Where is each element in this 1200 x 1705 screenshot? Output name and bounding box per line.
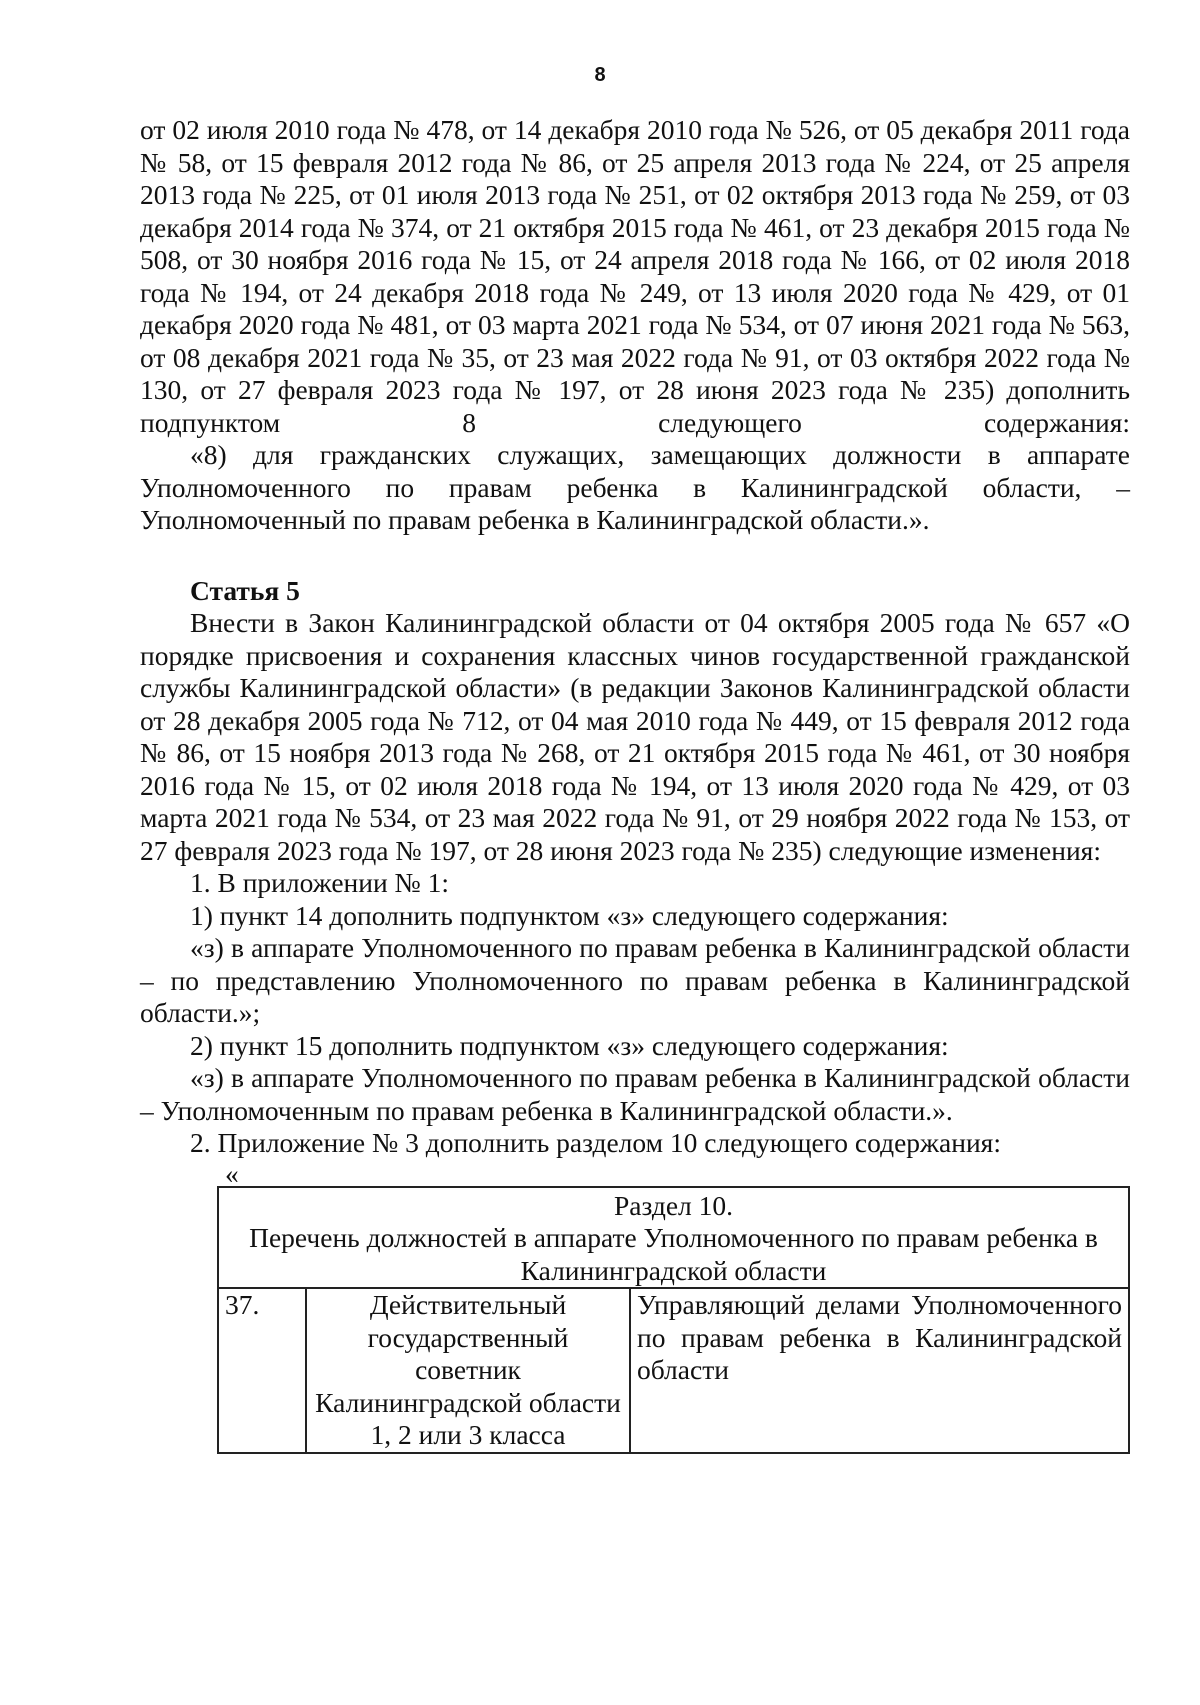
row-position: Управляющий делами Уполномоченного по правам ребенка в Калининградской области (630, 1288, 1129, 1453)
paragraph-item-2: 2. Приложение № 3 дополнить разделом 10 следующего содержания: (190, 1127, 1001, 1158)
paragraph-subitem-1-text: «з) в аппарате Уполномоченного по правам ребенка в Калининградской области – по представлению Уполномоченного по правам ребенка в Калининградской области.»; (140, 932, 1130, 1028)
table-header-row (218, 1187, 1129, 1289)
paragraph-subpoint-8: «8) для гражданских служащих, замещающих должности в аппарате Уполномоченного по правам ребенка в Калининградской области, – Уполномоченный по правам ребенка в Калининградской области.». (140, 439, 1130, 535)
section-subtitle: Перечень должностей в аппарате Уполномоченного по правам ребенка в Калининградской области (249, 1222, 1098, 1286)
paragraph-article-5-intro: Внести в Закон Калининградской области от 04 октября 2005 года № 657 «О порядке присвоения и сохранения классных чинов государственной гражданской службы Калининградской области» (в редакции Законов Калининградской области от 28 декабря 2005 года № 712, от 04 мая 2010 года № 449, от 15 февраля 2012 года № 86, от 15 ноября 2013 года № 268, от 21 октября 2015 года № 461, от 30 ноября 2016 года № 15, от 02 июля 2018 года № 194, от 13 июля 2020 года № 429, от 03 марта 2021 года № 534, от 23 мая 2022 года № 91, от 29 ноября 2022 года № 153, от 27 февраля 2023 года № 197, от 28 июня 2023 года № 235) следующие изменения: (140, 607, 1130, 866)
positions-table (217, 1186, 1130, 1454)
document-body (140, 114, 1130, 1454)
row-number: 37. (218, 1288, 306, 1453)
table-row (218, 1288, 1129, 1453)
row-class-rank: Действительный государственный советник Калининградской области 1, 2 или 3 класса (306, 1288, 630, 1453)
paragraph-amendments-list: от 02 июля 2010 года № 478, от 14 декабря 2010 года № 526, от 05 декабря 2011 года № 58, от 15 февраля 2012 года № 86, от 25 апреля 2013 года № 224, от 25 апреля 2013 года № 225, от 01 июля 2013 года № 251, от 02 октября 2013 года № 259, от 03 декабря 2014 года № 374, от 21 октября 2015 года № 461, от 23 декабря 2015 года № 508, от 30 ноября 2016 года № 15, от 24 апреля 2018 года № 166, от 02 июля 2018 года № 194, от 24 декабря 2018 года № 249, от 13 июля 2020 года № 429, от 01 декабря 2020 года № 481, от 03 марта 2021 года № 534, от 07 июня 2021 года № 563, от 08 декабря 2021 года № 35, от 23 мая 2022 года № 91, от 03 октября 2022 года № 130, от 27 февраля 2023 года № 197, от 28 июня 2023 года № 235) дополнить подпунктом 8 следующего содержания: (140, 114, 1130, 438)
section-title: Раздел 10. (613, 1189, 734, 1221)
table-header-cell (218, 1187, 1129, 1289)
quote-open-mark: « (225, 1157, 239, 1189)
paragraph-subitem-2: 2) пункт 15 дополнить подпунктом «з» следующего содержания: (190, 1029, 949, 1061)
positions-table-wrapper (217, 1186, 1130, 1454)
article-title: Статья 5 (190, 574, 300, 606)
page-number: 8 (594, 64, 606, 86)
paragraph-item-1: 1. В приложении № 1: (190, 867, 450, 898)
paragraph-subitem-1: 1) пункт 14 дополнить подпунктом «з» следующего содержания: (190, 899, 949, 931)
paragraph-subitem-2-text: «з) в аппарате Уполномоченного по правам ребенка в Калининградской области – Уполномоченным по правам ребенка в Калининградской области.». (140, 1062, 1130, 1126)
